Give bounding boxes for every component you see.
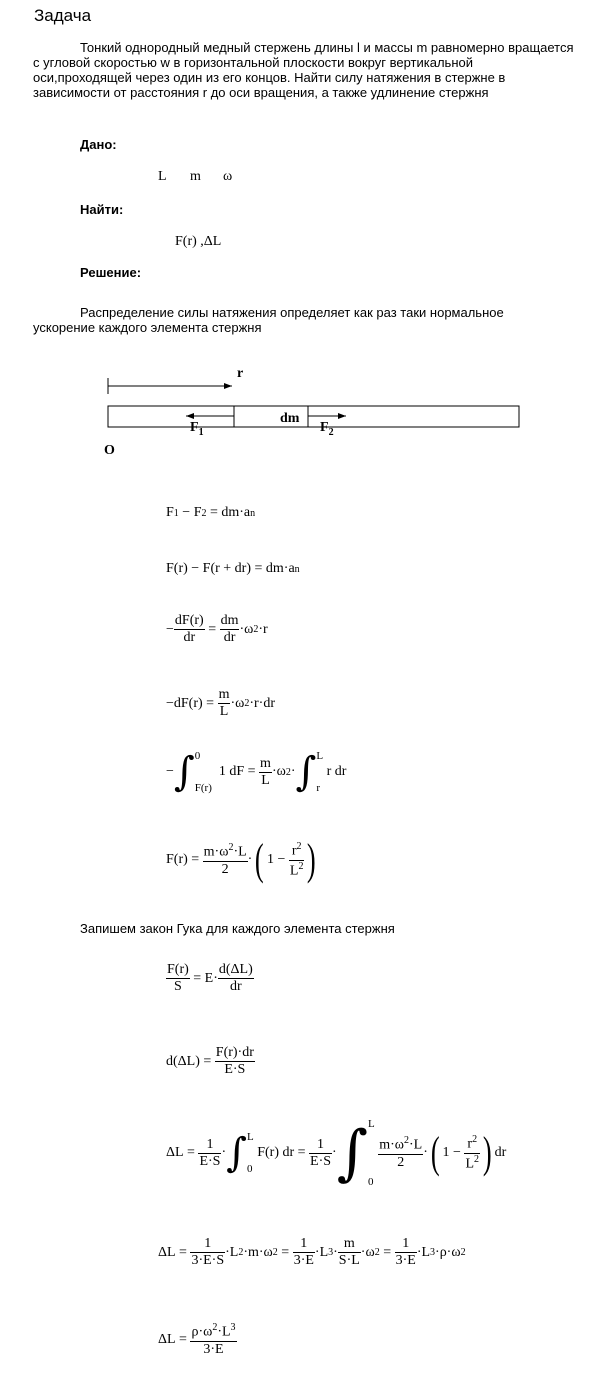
f2-label: $F_2$ xyxy=(320,420,334,438)
equation-8: d(ΔL) = $\frac{F(r)\cdot dr}{E\cdot S}$ xyxy=(166,1045,254,1077)
page-title: Задача xyxy=(34,6,92,25)
given-m: m xyxy=(190,169,201,184)
solution-line-1: Распределение силы натяжения определяет как раз таки нормальное xyxy=(80,305,504,320)
solution-line-2: ускорение каждого элемента стержня xyxy=(33,320,262,335)
problem-line-1: Тонкий однородный медный стержень длины l и массы m равномерно вращается xyxy=(80,40,574,55)
equation-10: ΔL = $\frac{1}{3\cdot E\cdot S}$ ·L 2 ·m·ω 2 = $\frac{1}{3\cdot E}$ ·L 3 · $\frac{m}{S\cdot L}$ ·ω 2 = $\frac{1}{3\cdot E}$ ·L 3 ·ρ·ω 2 xyxy=(158,1236,466,1268)
equation-2: F(r) − F(r + dr) = dm·a n xyxy=(166,561,300,576)
rod-diagram xyxy=(0,360,614,470)
origin-label: O xyxy=(104,443,115,458)
hooke-text: Запишем закон Гука для каждого элемента стержня xyxy=(80,921,395,936)
problem-line-2: с угловой скоростью w в горизонтальной плоскости вокруг вертикальной xyxy=(33,55,473,70)
given-L: L xyxy=(158,169,167,184)
given-label: Дано: xyxy=(80,137,117,152)
equation-7: $\frac{F(r)}{S}$ = E· $\frac{d(\Delta L)}{dr}$ xyxy=(167,962,253,994)
solution-label: Решение: xyxy=(80,265,142,280)
equation-11: ΔL = $\frac{\rho\cdot\omega^2\cdot L^3}{3\cdot E}$ xyxy=(158,1322,236,1357)
equation-3: − $\frac{dF(r)}{dr}$ = $\frac{dm}{dr}$ ·ω 2 ·r xyxy=(166,613,268,645)
equation-1: F 1 − F 2 = dm·a n xyxy=(166,505,256,520)
find-label: Найти: xyxy=(80,202,124,217)
find-expression: F(r) ,ΔL xyxy=(175,234,222,249)
dm-label: dm xyxy=(280,411,300,426)
problem-line-3: оси,проходящей через один из его концов. Найти силу натяжения в стержне в xyxy=(33,70,506,85)
problem-line-4: зависимости от расстояния r до оси вращения, а также удлинение стержня xyxy=(33,85,489,100)
f1-label: $F_1$ xyxy=(190,420,204,438)
equation-5: − ∫ 0 F(r) 1 dF = $\frac{m}{L}$ ·ω 2 · ∫ L r r dr xyxy=(166,749,347,795)
given-omega: ω xyxy=(223,169,233,184)
r-label: r xyxy=(237,366,244,381)
equation-6: F(r) = $\frac{m\cdot\omega^2\cdot L}{2}$ · ( 1 − $\frac{r^2}{L^2}$ ) xyxy=(166,835,317,884)
equation-4: −dF(r) = $\frac{m}{L}$ ·ω 2 ·r·dr xyxy=(166,687,276,719)
equation-9: ΔL = $\frac{1}{E\cdot S}$ · ∫ L 0 F(r) dr = $\frac{1}{E\cdot S}$ · ∫ L 0 $\frac{m\cdot\omega^2\cdot L}{2}$ · ( 1 − $\frac{r^2}{L^2}$ ) dr xyxy=(166,1118,507,1188)
